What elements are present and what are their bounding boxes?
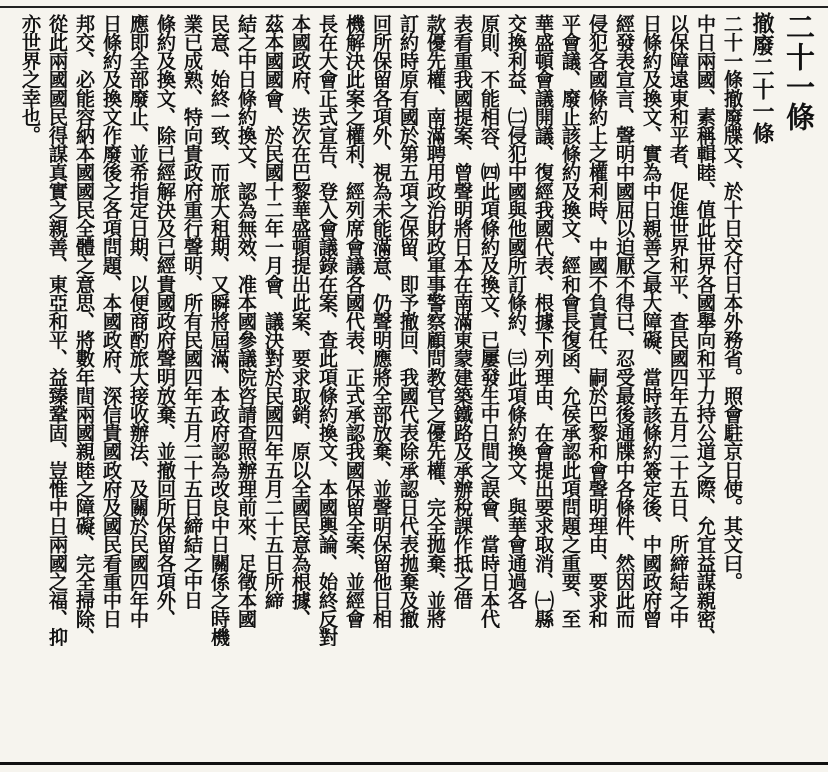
article-column: 民意、始終一致、而旅大租期、又瞬將屆滿、本政府認為改良中日關係之時機 (208, 14, 231, 647)
article-column: 機解決此案之權利、經列席會議各國代表、正式承認我國保留全案、並經會 (343, 14, 366, 628)
section-heading: 二十一條 (782, 12, 816, 132)
article-column: 款優先權、南滿聘用政治財政軍事警察顧問教官之優先權、完全拋棄、並將 (424, 14, 447, 628)
article-column: 經發表宣言、聲明中國屈以迫厭不得已、忍受最後通牒中各條件、然因此而 (613, 14, 636, 628)
article-column: 長在大會正式宣告、登入會議錄在案、查此項條約換文、本國輿論、始終反對 (316, 14, 339, 647)
article-column: 業已成熟、特向貴政府重行聲明、所有民國四年五月二十五日締結之中日 (181, 14, 204, 610)
article-column: 日條約及換文作廢後之各項問題、本國政府、深信貴國政府及國民看重中日 (100, 14, 123, 628)
article (17, 12, 820, 757)
article-column: 二十一條撤廢牒文、於十日交付日本外務省。照會駐京日使。其文曰。 (721, 14, 744, 591)
article-column: 條約及換文、除已經解決及已經貴國政府聲明放棄、並撤回所保留各項外、 (154, 14, 177, 628)
article-column: 交換利益、㈡侵犯中國與他國所訂條約、㈢此項條約換文、與華會通過各 (505, 14, 528, 610)
article-column: 邦交、必能容納本國國民全體之意思、將數年間兩國親睦之障礙、完全掃除、 (73, 14, 96, 647)
article-column: 本國政府、迭次在巴黎華盛頓提出此案、要求取銷、原以全國民意為根據、 (289, 14, 312, 628)
article-column: 以保障遠東和平者、促進世界和平、查民國四年五月二十五日、所締結之中 (667, 14, 690, 628)
article-column: 從此兩國國民得謀真實之親善、東亞和平、益臻鞏固、豈惟中日兩國之福、抑 (46, 14, 69, 647)
article-column: 侵犯各國條約上之權利時、中國不負責任、嗣於巴黎和會聲明理由、要求和 (586, 14, 609, 628)
article-title: 撤廢二十一條 (749, 12, 775, 144)
article-column: 應即全部廢止、並希指定日期、以便商酌旅大接收辦法、及關於民國四年中 (127, 14, 150, 628)
article-column: 亦世界之幸也。 (19, 14, 42, 145)
top-rule (0, 6, 828, 8)
article-column: 訂約時原有國於第五項之保留、即予撤回、我國代表除承認日代表拋棄及撤 (397, 14, 420, 628)
article-column: 表看重我國提案、曾聲明將日本在南滿東蒙建築鐵路及承辦稅課作抵之借 (451, 14, 474, 610)
article-column: 茲本國國會、於民國十二年一月會、議決對於民國四年五月二十五日所締 (262, 14, 285, 610)
article-column: 華盛頓會議開議、復經我國代表、根據下列理由、在會提出要求取消、㈠縣 (532, 14, 555, 628)
article-column: 結之中日條約換文、認為無效、准本國參議院咨請查照辦理前來、足徵本國 (235, 14, 258, 628)
article-column: 回所保留各項外、視為未能滿意、仍聲明應將全部放棄、並聲明保留他日相 (370, 14, 393, 628)
article-column: 中日兩國、素稱輯睦、值此世界各國舉向和平力持公道之際、允宜益謀親密、 (694, 14, 717, 647)
article-column: 日條約及換文、實為中日親善之最大障礙、當時該條約簽定後、中國政府曾 (640, 14, 663, 628)
article-column: 原則、不能相容、㈣此項條約及換文、已屢發生中日間之誤會、當時日本代 (478, 14, 501, 628)
bottom-rule (0, 762, 828, 765)
article-column: 平會議、廢止該條約及換文、經和會長復函、允侯承認此項問題之重要、至 (559, 14, 582, 628)
